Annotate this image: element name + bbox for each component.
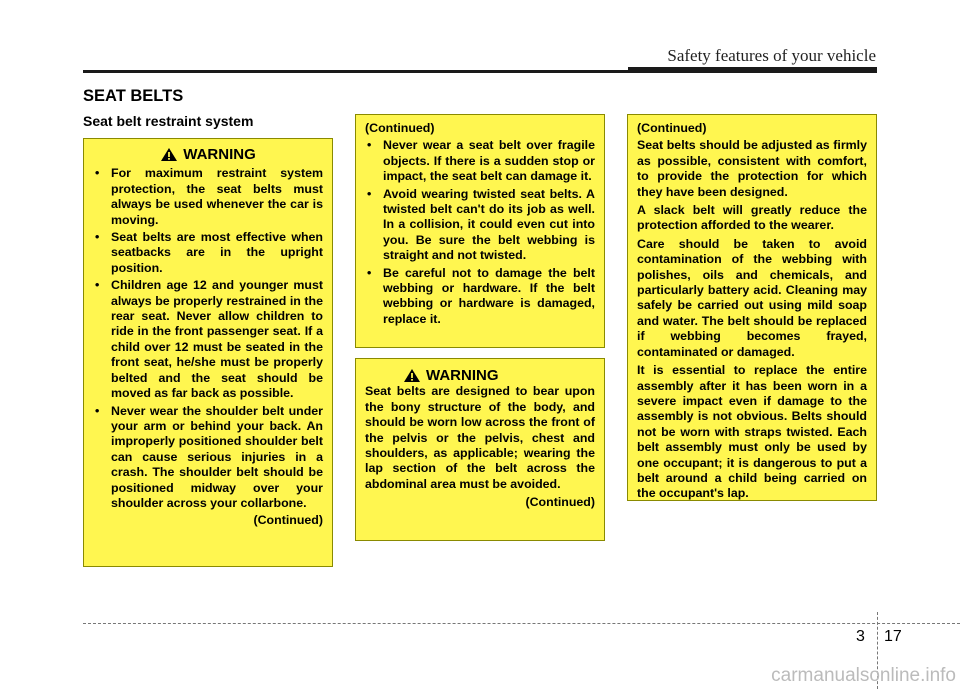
continued-label: (Continued) [637,121,707,135]
continued-label: (Continued) [525,495,595,510]
warning-paragraph: It is essential to replace the entire assembly after it has been worn in a severe impact even if damage to the assembly is not obvious. Belts should not be worn with straps twisted. Each belt assembly must only be used by one occupant; it is dangerous to put a belt around a child being carried on the occupant's lap. [637,363,867,501]
header-title: Safety features of your vehicle [667,46,876,65]
warning-box-3 [355,358,605,541]
continued-label: (Continued) [365,121,435,135]
warning-header [93,147,323,162]
warning-label: WARNING [426,367,499,384]
warning-label: WARNING [183,146,256,163]
list-item: • Children age 12 and younger must always be properly restrained in the rear seat. Never allow children to ride in the front passenger seat. If a child over 12 must be seated in the front seat, he/she must be properly belted and the seat should be moved as far back as possible. [93,278,323,401]
warning-box-1 [83,138,333,567]
list-item: • Avoid wearing twisted seat belts. A twisted belt can't do its job as well. In a collision, it could even cut into you. Be sure the belt webbing is straight and not twisted. [365,187,595,264]
warning-text: Seat belts are designed to bear upon the bony structure of the body, and should be worn low across the front of the pelvis or the pelvis, chest and shoulders, as applicable; wearing the lap section of the belt across the abdominal area must be avoided. [365,384,595,491]
warning-list [93,166,323,511]
list-item: • Never wear a seat belt over fragile objects. If there is a sudden stop or impact, the seat belt can damage it. [365,138,595,184]
warning-paragraph: Care should be taken to avoid contamination of the webbing with polishes, oils and chemicals, and particularly battery acid. Cleaning may safely be carried out using mild soap and water. The belt should be replaced if webbing becomes frayed, contaminated or damaged. [637,236,867,359]
watermark: carmanualsonline.info [771,665,956,686]
warning-paragraph: Seat belts should be adjusted as firmly as possible, consistent with comfort, to provide the protection for which they have been designed. [637,138,867,199]
warning-paragraph: A slack belt will greatly reduce the protection afforded to the wearer. [637,203,867,233]
list-item: • For maximum restraint system protection, the seat belts must always be used whenever the car is moving. [93,166,323,228]
footer-rule [83,623,960,624]
continued-label: (Continued) [253,513,323,528]
warning-triangle-icon [160,147,178,162]
warning-header [403,368,595,383]
section-title: SEAT BELTS [83,87,184,105]
list-item: • Be careful not to damage the belt webbing or hardware. If the belt webbing or hardware is damaged, replace it. [365,266,595,328]
page-number: 17 [884,628,902,645]
warning-box-2 [355,114,605,348]
subsection-title: Seat belt restraint system [83,113,254,129]
header-rule-accent [628,67,877,73]
list-item: • Seat belts are most effective when seatbacks are in the upright position. [93,230,323,276]
warning-triangle-icon [403,368,421,383]
warning-box-4 [627,114,877,501]
warning-list [365,138,595,327]
chapter-number: 3 [856,628,865,645]
list-item: • Never wear the shoulder belt under your arm or behind your back. An improperly positioned shoulder belt can cause serious injuries in a crash. The shoulder belt should be positioned midway over your shoulder across your collarbone. [93,404,323,512]
